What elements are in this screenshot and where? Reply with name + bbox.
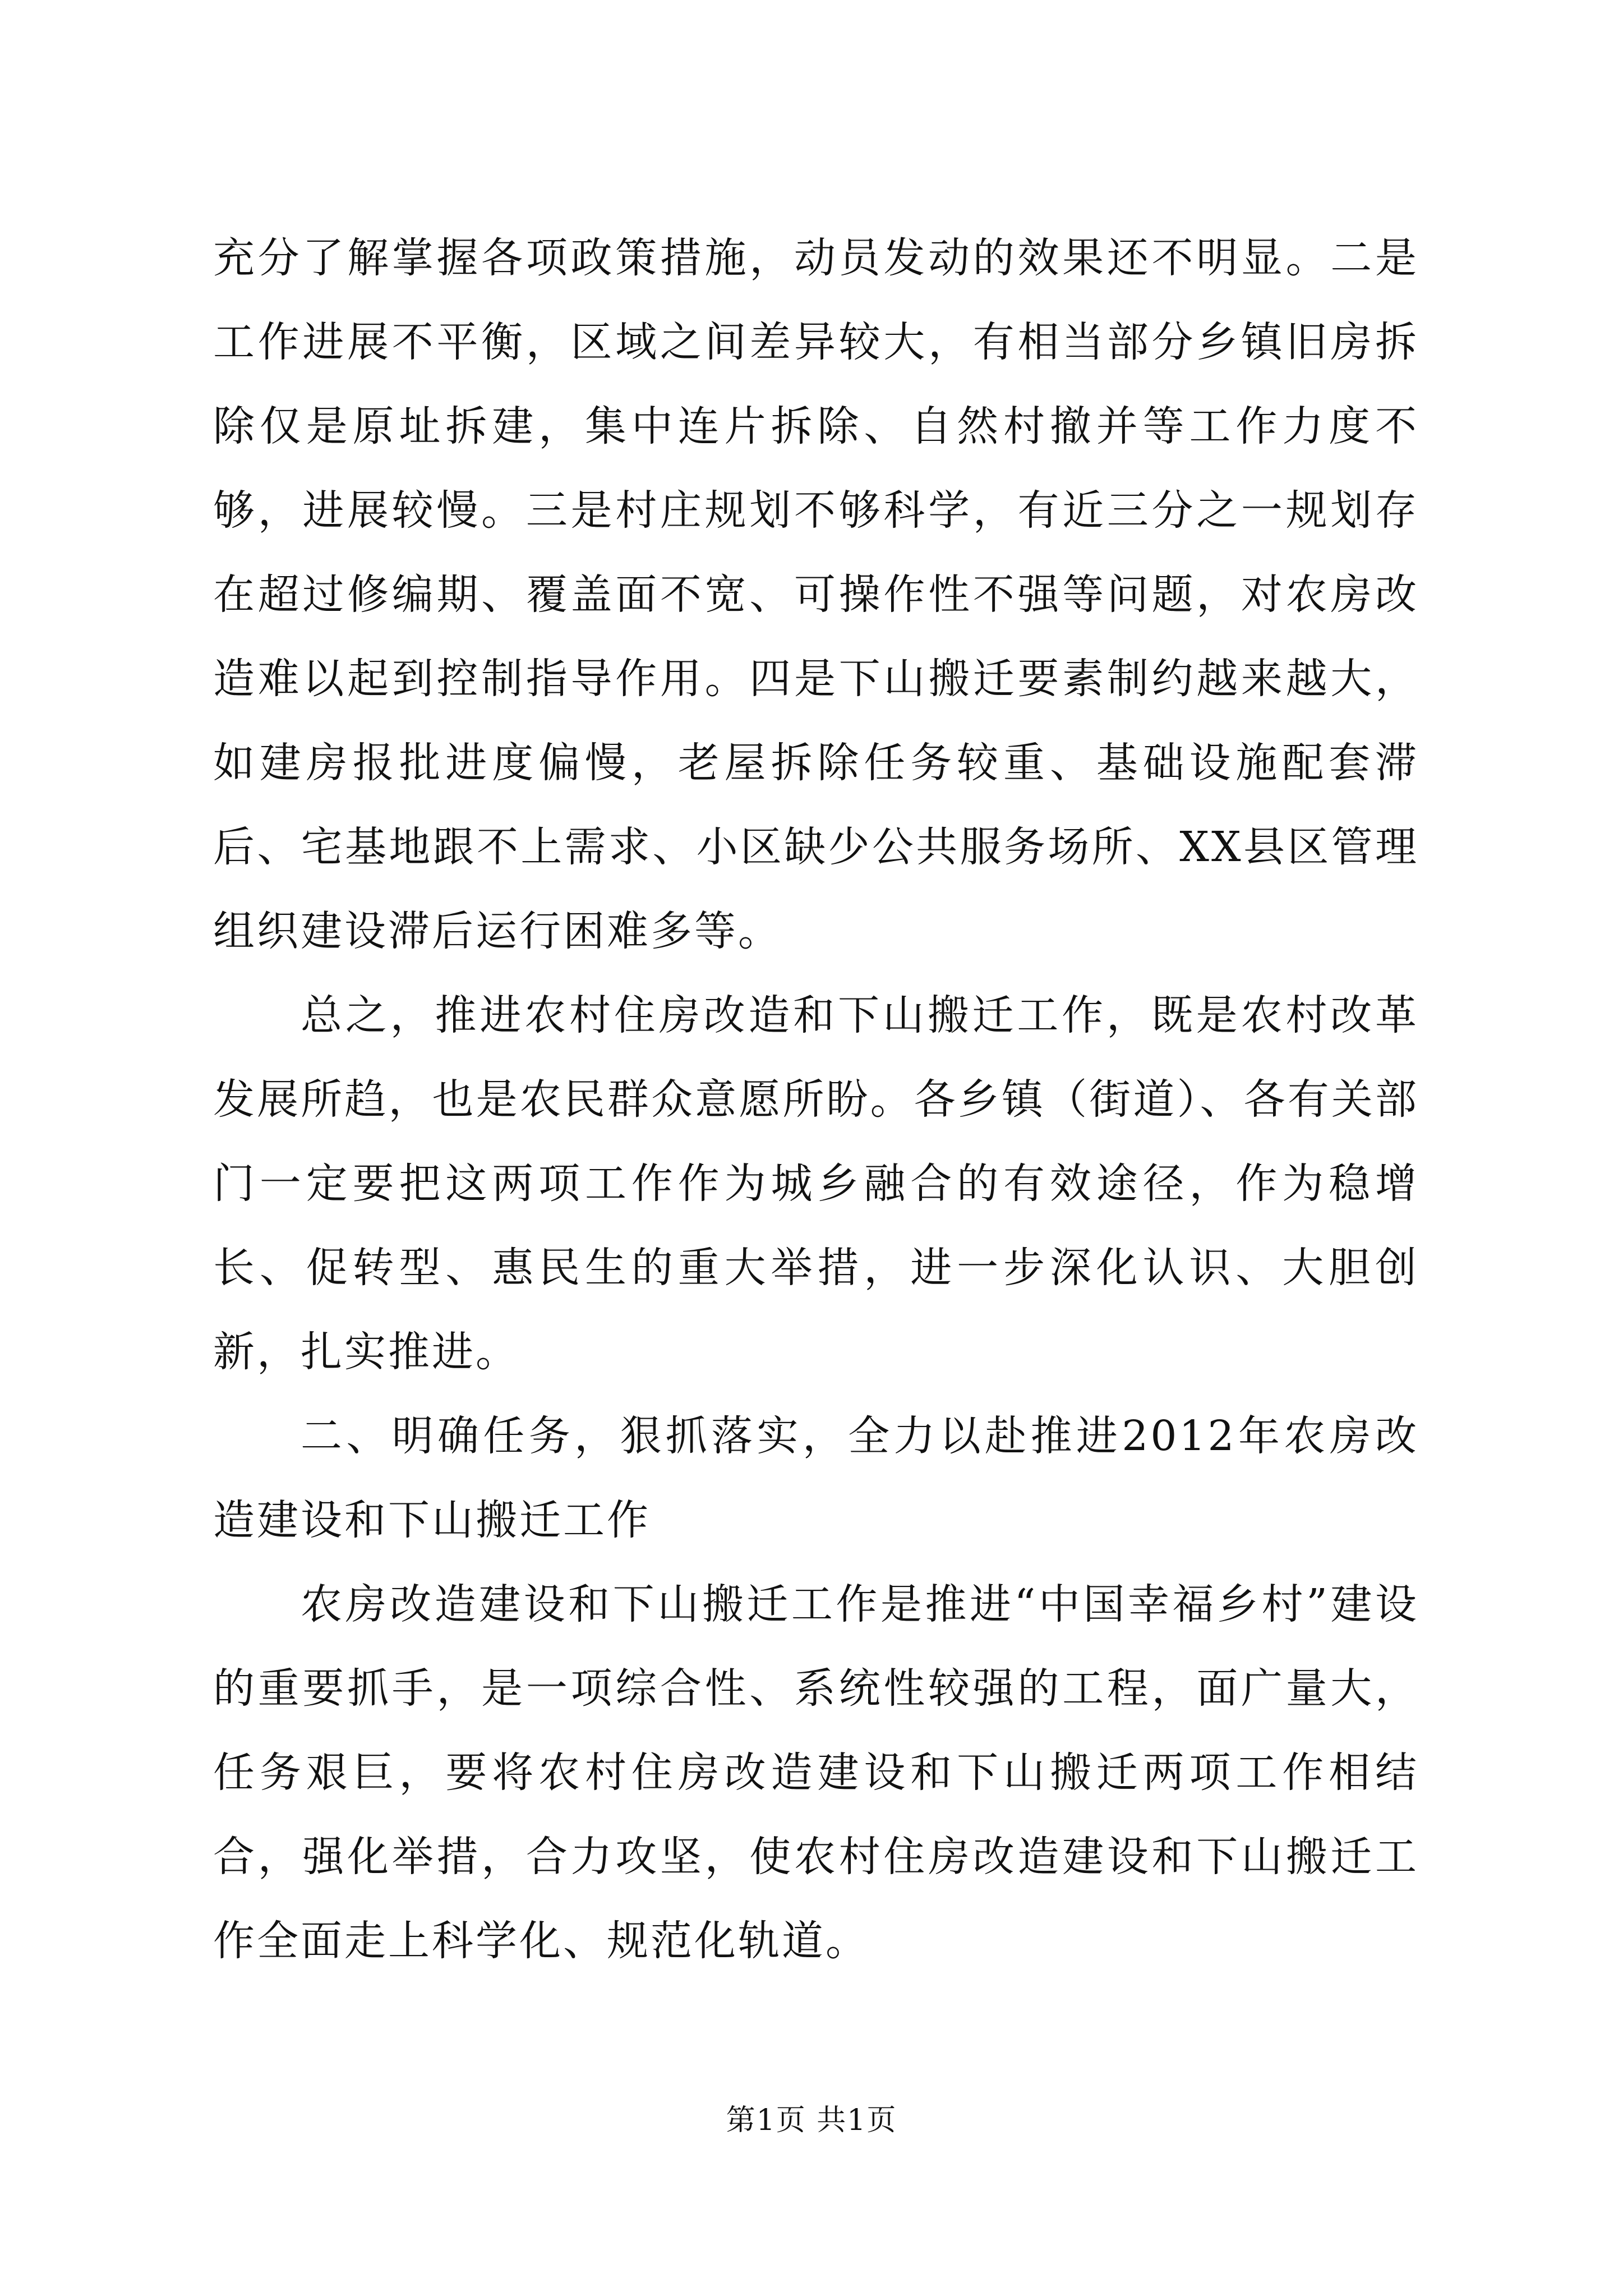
paragraph-2: 总之，推进农村住房改造和下山搬迁工作，既是农村改革发展所趋，也是农民群众意愿所盼。各乡镇（街道）、各有关部门一定要把这两项工作作为城乡融合的有效途径，作为稳增长、促转型、惠民生的重大举措，进一步深化认识、大胆创新，扎实推进。 [213,991,1419,1376]
page-footer: 第1页 共1页 [726,2104,897,2137]
paragraph-3: 农房改造建设和下山搬迁工作是推进“中国幸福乡村”建设的重要抓手，是一项综合性、系统性较强的工程，面广量大，任务艰巨，要将农村住房改造建设和下山搬迁两项工作相结合，强化举措，合力攻坚，使农村住房改造建设和下山搬迁工作全面走上科学化、规范化轨道。 [213,1580,1419,1965]
paragraph-1: 充分了解掌握各项政策措施，动员发动的效果还不明显。二是工作进展不平衡，区域之间差异较大，有相当部分乡镇旧房拆除仅是原址拆建，集中连片拆除、自然村撤并等工作力度不够，进展较慢。三是村庄规划不够科学，有近三分之一规划存在超过修编期、覆盖面不宽、可操作性不强等问题，对农房改造难以起到控制指导作用。四是下山搬迁要素制约越来越大，如建房报批进度偏慢，老屋拆除任务较重、基础设施配套滞后、宅基地跟不上需求、小区缺少公共服务场所、XX县区管理组织建设滞后运行困难多等。 [213,234,1419,955]
document-body [213,216,1419,1983]
section-heading: 二、明确任务，狠抓落实，全力以赴推进2012年农房改造建设和下山搬迁工作 [213,1412,1419,1544]
